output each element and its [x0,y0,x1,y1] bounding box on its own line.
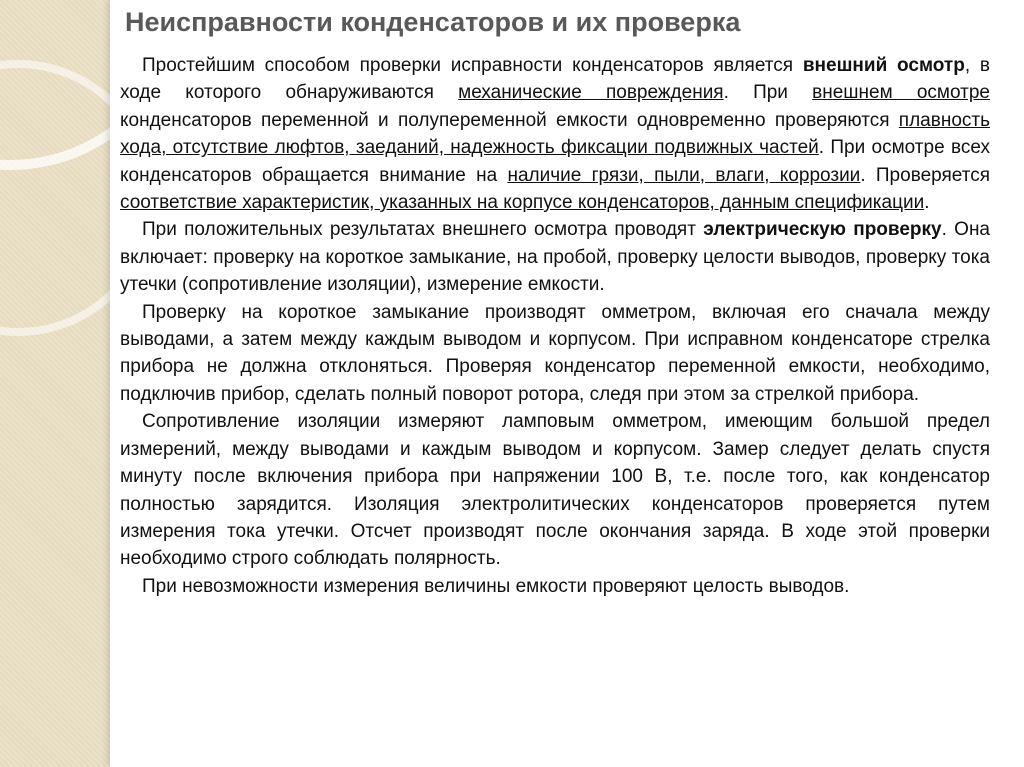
paragraph-leads-integrity: При невозможности измерения величины емкости проверяют целость выводов. [142,575,850,597]
underlined-mechanical-damage: механические повреждения [458,82,724,104]
slide-body [120,52,990,600]
paragraph-electrical-check [120,216,990,298]
text-run: Простейшим способом проверки исправности конденсаторов является [142,55,803,76]
underlined-smoothness-check: плавность хода, отсутствие люфтов, заеданий, надежность фиксации подвижных частей [120,109,990,159]
text-run: . Она включает: проверку на короткое замыкание, на пробой, проверку целости выводов, проверку тока утечки (сопротивление изоляции), измерение емкости. [120,219,990,296]
underlined-spec-conformity: соответствие характеристик, указанных на корпусе конденсаторов, данным спецификации [120,192,925,214]
decorative-circle [0,60,110,336]
paragraph-insulation: Сопротивление изоляции измеряют ламповым омметром, имеющим большой предел измерений, между выводами и каждым выводом и корпусом. Замер следует делать спустя минуту после включения прибора при напряжении 100 В, т.е. после того, как конденсатор полностью зарядится. Изоляция электролитических конденсаторов проверяется путем измерения тока утечки. Отсчет производят после окончания заряда. В ходе этой проверки необходимо строго соблюдать полярность. [120,411,990,570]
text-run: При положительных результатах внешнего осмотра проводят [142,219,704,241]
text-run: . [924,192,930,214]
paragraph-short-circuit: Проверку на короткое замыкание производят омметром, включая его сначала между выводами, а затем между каждым выводом и корпусом. При исправном конденсаторе стрелка прибора не должна отклоняться. Проверяя конденсатор переменной емкости, необходимо, подключив прибор, сделать полный поворот ротора, следя при этом за стрелкой прибора. [120,301,990,405]
text-run: . При осмотре всех конденсаторов обращается внимание на [120,137,990,186]
paragraph-visual-inspection [120,52,990,216]
bold-term-visual-inspection: внешний осмотр [802,55,965,76]
text-run: . Проверяется [860,164,990,186]
underlined-dirt-check: наличие грязи, пыли, влаги, коррозии [507,164,861,186]
text-run: конденсаторов переменной и полупеременной емкости одновременно проверяются [120,109,899,131]
slide-title: Неисправности конденсаторов и их проверка [125,7,741,37]
decorative-side-strip [0,0,110,767]
text-run: , в ходе которого обнаруживаются [120,55,990,104]
text-run: . При [723,82,813,104]
underlined-visual-inspection: внешнем осмотре [812,82,990,104]
bold-term-electrical-check: электрическую проверку [703,219,942,241]
